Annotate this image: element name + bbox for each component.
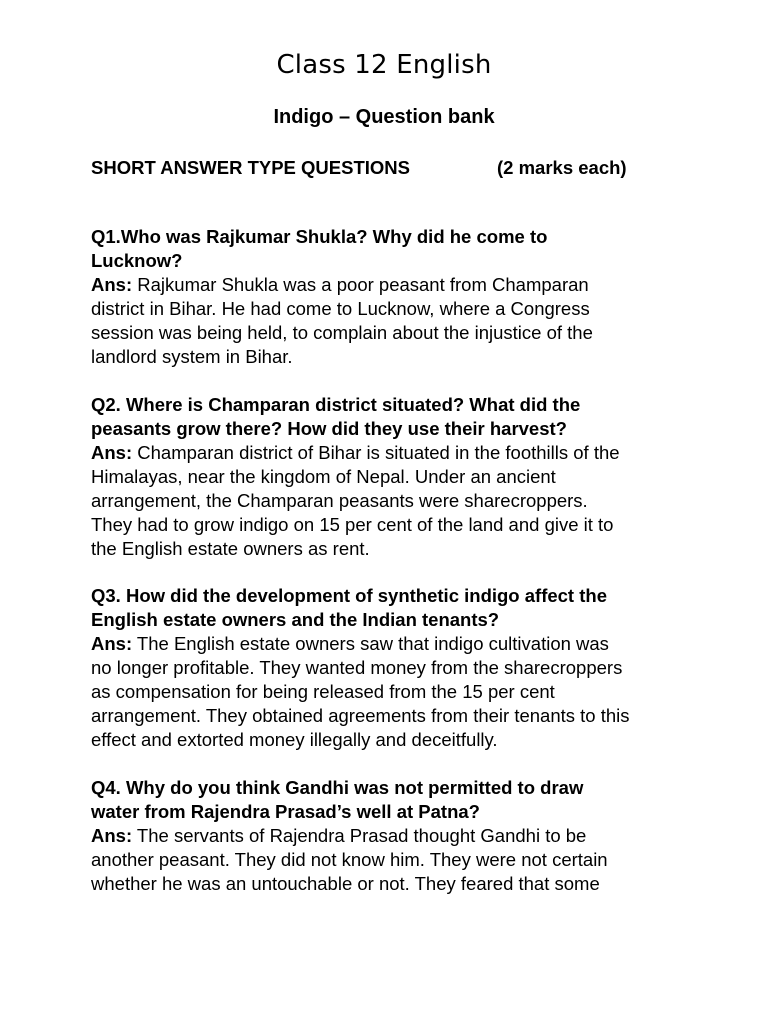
answer-line: arrangement. They obtained agreements from their tenants to this [91, 705, 630, 726]
answer-line [91, 632, 691, 656]
section-heading [91, 157, 627, 179]
question-text-4 [91, 776, 691, 824]
answer-line: Himalayas, near the kingdom of Nepal. Under an ancient [91, 466, 556, 487]
answer-line-text: Champaran district of Bihar is situated in the foothills of the [132, 442, 620, 463]
answer-line: They had to grow indigo on 15 per cent of the land and give it to [91, 514, 614, 535]
question-text-1 [91, 225, 691, 273]
question-block-3 [91, 584, 691, 752]
answer-label: Ans: [91, 274, 133, 295]
question-text-2 [91, 393, 691, 441]
page-subtitle: Indigo – Question bank [273, 106, 495, 128]
answer-line-text: Rajkumar Shukla was a poor peasant from Champaran [132, 274, 589, 295]
answer-line: whether he was an untouchable or not. They feared that some [91, 873, 600, 894]
answer-line: another peasant. They did not know him. They were not certain [91, 849, 608, 870]
answer-line: district in Bihar. He had come to Lucknow, where a Congress [91, 298, 590, 319]
section-marks-label: (2 marks each) [497, 157, 627, 178]
answer-line: no longer profitable. They wanted money from the sharecroppers [91, 657, 623, 678]
question-line: Q3. How did the development of synthetic indigo affect the [91, 585, 607, 606]
question-line: English estate owners and the Indian tenants? [91, 609, 500, 630]
question-line: water from Rajendra Prasad’s well at Patna? [91, 801, 480, 822]
answer-text-4 [91, 824, 691, 896]
question-block-2 [91, 393, 691, 561]
answer-text-3 [91, 632, 691, 752]
answer-text-2 [91, 441, 691, 561]
question-line: Q4. Why do you think Gandhi was not permitted to draw [91, 777, 584, 798]
question-line: Lucknow? [91, 250, 183, 271]
answer-line: effect and extorted money illegally and deceitfully. [91, 729, 498, 750]
question-line: peasants grow there? How did they use their harvest? [91, 418, 567, 439]
section-heading-label: SHORT ANSWER TYPE QUESTIONS [91, 157, 410, 178]
question-line: Q1.Who was Rajkumar Shukla? Why did he come to [91, 226, 548, 247]
question-block-4 [91, 776, 691, 896]
answer-line: as compensation for being released from the 15 per cent [91, 681, 555, 702]
page-title: Class 12 English [276, 50, 492, 80]
answer-label: Ans: [91, 442, 133, 463]
answer-line [91, 273, 691, 297]
answer-line-text: The servants of Rajendra Prasad thought Gandhi to be [132, 825, 587, 846]
question-text-3 [91, 584, 691, 632]
answer-text-1 [91, 273, 691, 369]
answer-line: landlord system in Bihar. [91, 346, 293, 367]
question-line: Q2. Where is Champaran district situated? What did the [91, 394, 581, 415]
answer-label: Ans: [91, 825, 133, 846]
answer-line: the English estate owners as rent. [91, 538, 370, 559]
answer-line [91, 441, 691, 465]
answer-line-text: The English estate owners saw that indigo cultivation was [132, 633, 609, 654]
question-block-1 [91, 225, 691, 369]
answer-line: arrangement, the Champaran peasants were sharecroppers. [91, 490, 588, 511]
answer-label: Ans: [91, 633, 133, 654]
answer-line: session was being held, to complain about the injustice of the [91, 322, 593, 343]
answer-line [91, 824, 691, 848]
